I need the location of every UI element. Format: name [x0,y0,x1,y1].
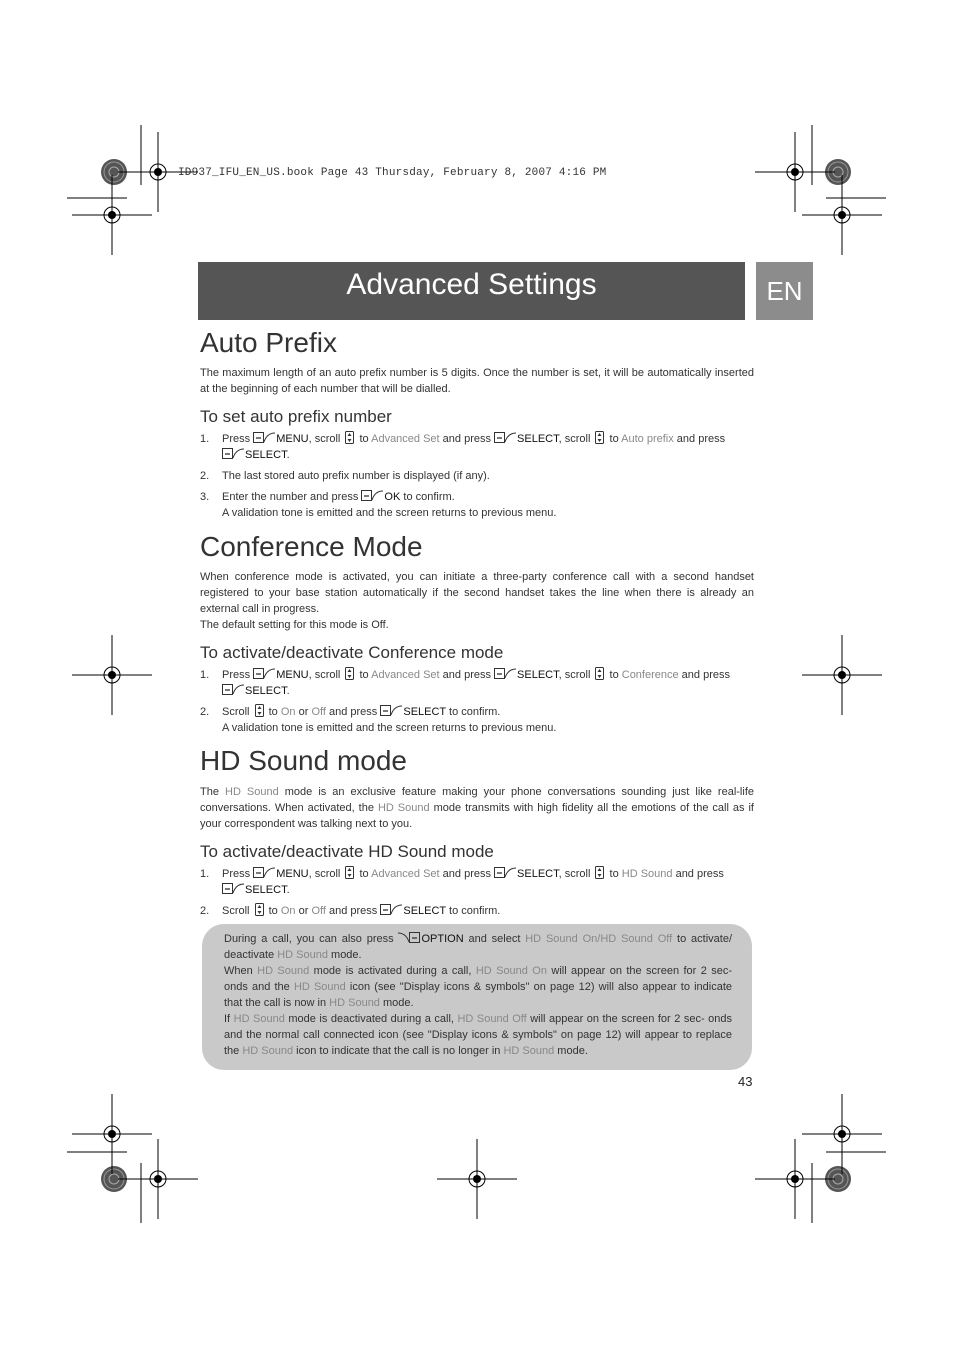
step-text: to [606,868,622,880]
step-number: 2. [200,706,210,718]
conference-subheading: To activate/deactivate Conference mode [200,643,504,662]
step-text: , scroll [308,669,344,681]
hd-body-text: mode transmits with high fidelity all the emotions of the call as if your correspondent was talking next to you. [200,802,754,830]
auto-prefix-heading: Auto Prefix [200,327,337,358]
note-span: icon (see "Display icons & symbols" on page 12) will also appear to indicate that the call is now in [224,981,732,1009]
step-text: to confirm. [445,706,501,718]
list-item [200,667,754,699]
step-text: or [295,706,312,718]
select-key-label: SELECT [403,905,446,917]
note-span: will appear on the screen for 2 sec- onds and the [224,965,732,993]
softkey-icon [253,668,275,679]
menu-option-advanced-set: Advanced Set [371,669,440,681]
select-key-label: SELECT [245,449,287,461]
list-item [200,431,754,463]
hd-sound-term: HD Sound On [475,965,547,977]
step-text: to confirm. [400,491,455,503]
select-key-label: SELECT [245,685,287,697]
step-text: to [356,433,372,445]
step-text: and press [439,433,495,445]
step-text: to confirm. [445,905,501,917]
note-span: icon to indicate that the call is no longer in [293,1045,504,1057]
note-text [224,931,732,1059]
option-off: Off [311,905,326,917]
hd-sound-term: HD Sound Off [457,1013,527,1025]
scroll-key-icon [595,866,604,879]
note-span: and select [463,933,526,945]
conference-heading: Conference Mode [200,531,423,562]
select-key-label: SELECT [403,706,446,718]
note-box [202,924,752,1070]
step-text: , scroll [308,433,344,445]
language-label: EN [766,275,803,306]
hd-sound-term: HD Sound [293,981,346,993]
step-note: A validation tone is emitted and the screen returns to previous menu. [222,722,557,734]
step-text: and press [439,868,495,880]
softkey-icon [361,490,383,501]
step-number: 3. [200,491,210,503]
scroll-key-icon [595,667,604,680]
softkey-icon [494,867,516,878]
option-on: On [280,706,296,718]
conference-body [200,569,754,633]
step-number: 1. [200,433,210,445]
step-text: The last stored auto prefix number is displayed (if any). [222,470,490,482]
select-key-label: SELECT [517,669,559,681]
step-number: 1. [200,669,210,681]
select-key-label: SELECT [517,433,559,445]
softkey-icon [380,705,402,716]
option-on: On [280,905,296,917]
step-text: Enter the number and press [222,491,362,503]
list-item [200,903,754,919]
note-span: mode is deactivated during a call, [284,1013,458,1025]
hd-sound-term: HD Sound On [525,933,598,945]
hd-sound-subheading: To activate/deactivate HD Sound mode [200,842,494,861]
step-text: and press [678,669,730,681]
list-item [200,468,754,484]
step-text: to [356,669,372,681]
step-text: , scroll [308,868,344,880]
softkey-icon [380,904,402,915]
page-number: 43 [738,1074,753,1089]
step-text: , scroll [558,433,594,445]
menu-key-label: MENU [276,433,309,445]
option-off: Off [311,706,326,718]
note-span: During a call, you can also press [224,933,399,945]
softkey-icon [222,883,244,894]
select-key-label: SELECT [517,868,559,880]
step-text: Press [222,433,254,445]
menu-option-auto-prefix: Auto prefix [621,433,674,445]
step-text: and press [325,706,381,718]
step-text: , scroll [558,669,594,681]
step-text: Press [222,669,254,681]
ok-key-label: OK [384,491,401,503]
step-text: or [295,905,312,917]
hd-sound-term: HD Sound [242,1045,294,1057]
softkey-icon [494,668,516,679]
hd-sound-term: HD Sound [277,949,328,961]
list-item [200,866,754,898]
step-number: 2. [200,470,210,482]
option-key-label: OPTION [421,933,464,945]
step-text: Scroll [222,706,253,718]
menu-key-label: MENU [276,868,309,880]
note-span: mode. [554,1045,588,1057]
scroll-key-icon [345,667,354,680]
conference-body-text: When conference mode is activated, you can initiate a three-party conference call with a second handset registered to your base station automatically if the second handset takes the line when there is already an external call in progress. [200,571,754,615]
step-text: and press [439,669,495,681]
step-text: to [356,868,372,880]
menu-option-hd-sound: HD Sound [621,868,673,880]
step-text: . [286,685,290,697]
step-text: Press [222,868,254,880]
step-text: Scroll [222,905,253,917]
step-text: and press [673,433,726,445]
hd-sound-body [200,784,754,832]
softkey-icon [253,867,275,878]
step-note: A validation tone is emitted and the screen returns to previous menu. [222,507,557,519]
softkey-icon [494,432,516,443]
note-span: to activate/ deactivate [224,933,732,961]
scroll-key-icon [255,903,264,916]
list-item [200,489,754,521]
note-span: / [597,933,601,945]
step-text: to [265,905,281,917]
section-banner [198,262,745,320]
menu-key-label: MENU [276,669,309,681]
hd-sound-term: HD Sound [225,786,279,798]
menu-option-conference: Conference [621,669,679,681]
list-item [200,704,754,736]
select-key-label: SELECT [245,884,287,896]
softkey-icon [222,448,244,459]
softkey-icon [222,684,244,695]
note-span: When [224,965,258,977]
step-text: , scroll [558,868,594,880]
hd-sound-term: HD Sound [329,997,380,1009]
softkey-icon [253,432,275,443]
hd-sound-term: HD Sound [503,1045,555,1057]
scroll-key-icon [595,431,604,444]
step-text: and press [672,868,724,880]
hd-body-text: mode is an exclusive feature making your phone conversations sounding just like real-life conversations. When activated, the [200,786,754,814]
language-tab [756,262,813,320]
note-span: mode. [379,997,414,1009]
scroll-key-icon [345,866,354,879]
scroll-key-icon [345,431,354,444]
step-text: and press [325,905,381,917]
step-number: 2. [200,905,210,917]
book-header-line: ID937_IFU_EN_US.book Page 43 Thursday, February 8, 2007 4:16 PM [178,167,607,179]
auto-prefix-body: The maximum length of an auto prefix number is 5 digits. Once the number is set, it will be automatically inserted at the beginning of each number that will be dialled. [200,367,754,395]
hd-sound-heading: HD Sound mode [200,745,408,776]
step-text: to [265,706,281,718]
hd-sound-term: HD Sound [257,965,310,977]
menu-option-advanced-set: Advanced Set [371,868,440,880]
note-span: mode is activated during a call, [309,965,476,977]
hd-sound-term: HD Sound [233,1013,285,1025]
step-text: . [286,449,290,461]
hd-body-text: The [200,786,225,798]
scroll-key-icon [255,704,264,717]
note-span: will appear on the screen for 2 sec- onds and the normal call connected icon (see "Display icons & symbols" on page 12) will appear to replace the [224,1013,732,1057]
step-text: to [606,433,622,445]
step-text: . [286,884,290,896]
hd-sound-term: HD Sound [377,802,430,814]
menu-option-advanced-set: Advanced Set [371,433,440,445]
hd-sound-term: HD Sound Off [600,933,673,945]
step-number: 1. [200,868,210,880]
auto-prefix-subheading: To set auto prefix number [200,407,392,426]
note-span: If [224,1013,234,1025]
right-softkey-icon [398,932,420,943]
page-title: Advanced Settings [346,268,597,301]
step-text: to [606,669,622,681]
conference-default-text: The default setting for this mode is Off. [200,619,389,631]
note-span: mode. [327,949,362,961]
